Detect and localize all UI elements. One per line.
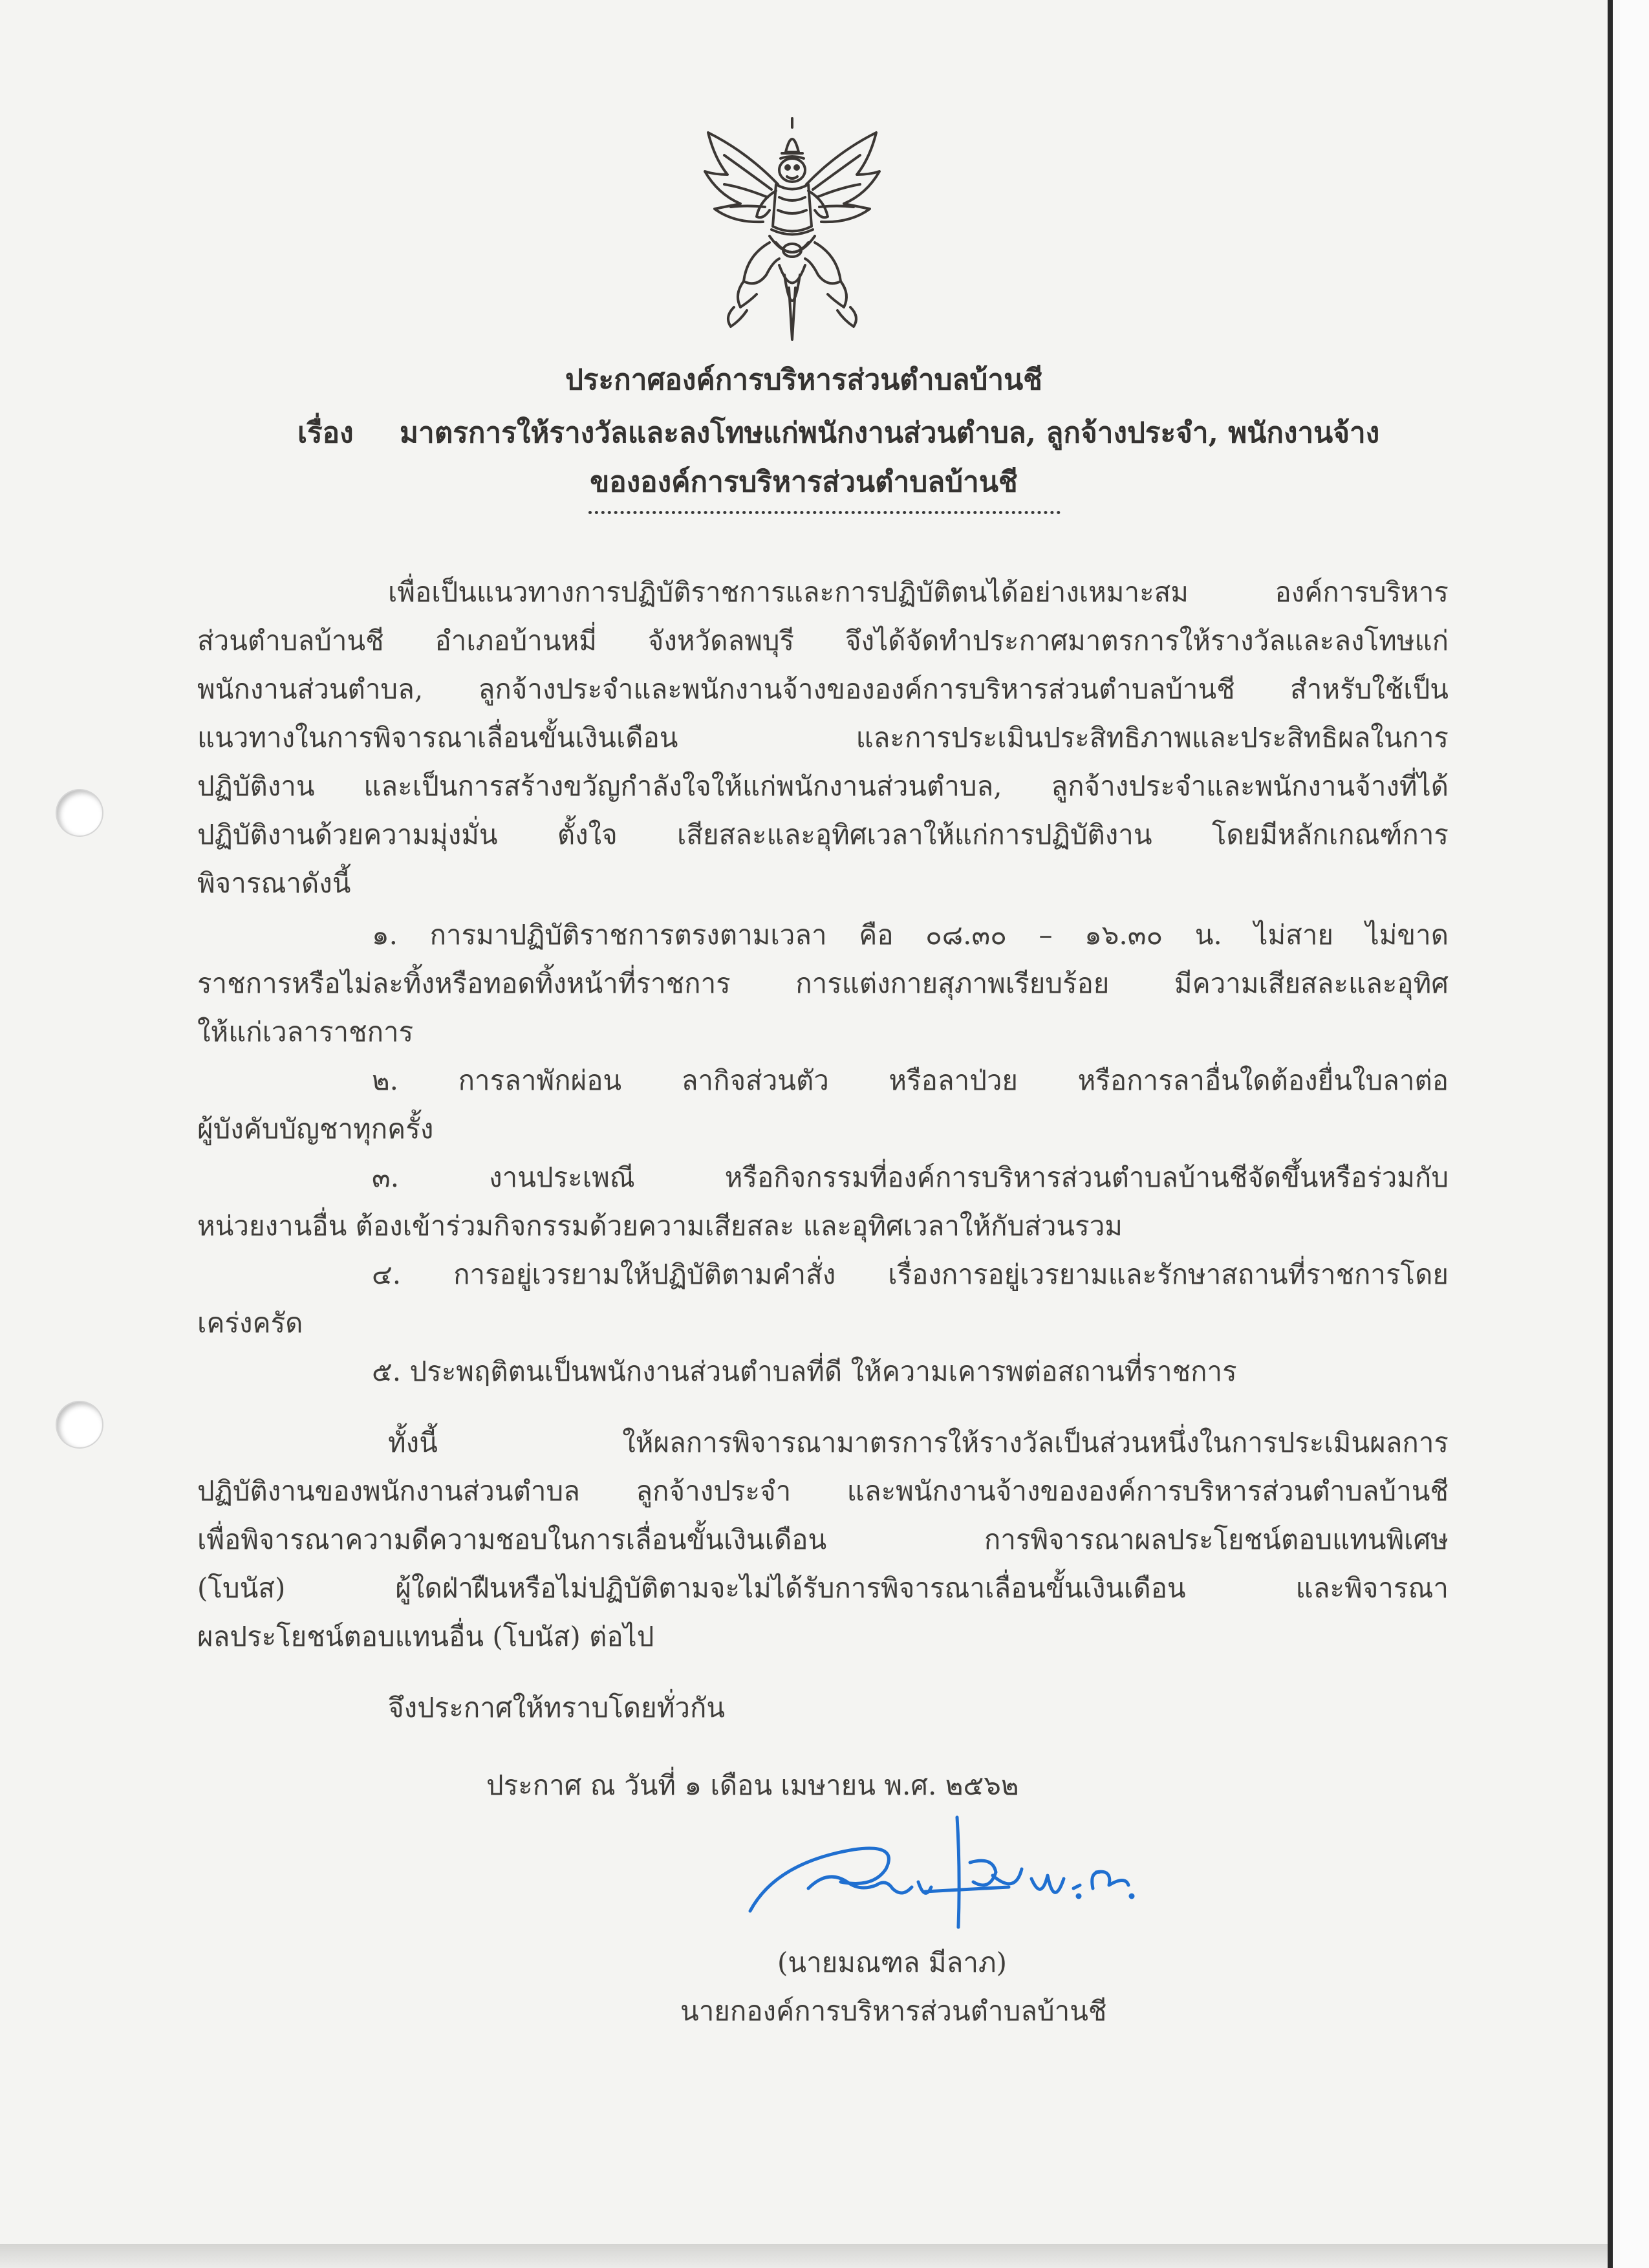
- handwritten-signature: [737, 1811, 1177, 1960]
- subject-label: เรื่อง: [297, 416, 354, 449]
- intro-line: ปฏิบัติงานด้วยความมุ่งมั่น ตั้งใจ เสียสละและอุทิศเวลาให้แก่การปฏิบัติงาน โดยมีหลักเกณฑ์การ: [197, 819, 1449, 850]
- item-line: ๑. การมาปฏิบัติราชการตรงตามเวลา คือ ๐๘.๓๐ – ๑๖.๓๐ น. ไม่สาย ไม่ขาด: [372, 919, 1449, 951]
- garuda-emblem: [695, 113, 889, 346]
- closing-line: ทั้งนี้ ให้ผลการพิจารณามาตรการให้รางวัลเป็นส่วนหนึ่งในการประเมินผลการ: [388, 1427, 1449, 1458]
- closing-line: (โบนัส) ผู้ใดฝ่าฝืนหรือไม่ปฏิบัติตามจะไม่ได้รับการพิจารณาเลื่อนขั้นเงินเดือน และพิจารณา: [197, 1572, 1449, 1604]
- item-line: ๔. การอยู่เวรยามให้ปฏิบัติตามคำสั่ง เรื่องการอยู่เวรยามและรักษาสถานที่ราชการโดย: [372, 1258, 1449, 1290]
- intro-line: ปฏิบัติงาน และเป็นการสร้างขวัญกำลังใจให้แก่พนักงานส่วนตำบล, ลูกจ้างประจำและพนักงานจ้างที่ได้: [197, 770, 1449, 802]
- intro-line: พิจารณาดังนี้: [197, 867, 351, 899]
- separator-dotted-line: [588, 511, 1061, 514]
- item-line: ให้แก่เวลาราชการ: [197, 1016, 414, 1048]
- closing-line: เพื่อพิจารณาความดีความชอบในการเลื่อนขั้นเงินเดือน การพิจารณาผลประโยชน์ตอบแทนพิเศษ: [197, 1524, 1449, 1555]
- item-line: ๓. งานประเพณี หรือกิจกรรมที่องค์การบริหารส่วนตำบลบ้านชีจัดขึ้นหรือร่วมกับ: [372, 1161, 1449, 1193]
- announcement-date: ประกาศ ณ วันที่ ๑ เดือน เมษายน พ.ศ. ๒๕๖๒: [486, 1769, 1019, 1801]
- scan-margin: [1613, 0, 1649, 2268]
- item-line: เคร่งครัด: [197, 1307, 303, 1339]
- item-line: หน่วยงานอื่น ต้องเข้าร่วมกิจกรรมด้วยความเสียสละ และอุทิศเวลาให้กับส่วนรวม: [197, 1210, 1123, 1242]
- scan-bottom-edge: [0, 2244, 1608, 2268]
- punch-hole-upper: [57, 790, 102, 836]
- item-line: ราชการหรือไม่ละทิ้งหรือทอดทิ้งหน้าที่ราชการ การแต่งกายสุภาพเรียบร้อย มีความเสียสละและอุทิศ: [197, 967, 1449, 999]
- signer-name: (นายมณฑล มีลาภ): [777, 1947, 1007, 1978]
- item-line: ๕. ประพฤติตนเป็นพนักงานส่วนตำบลที่ดี ให้ความเคารพต่อสถานที่ราชการ: [372, 1355, 1237, 1387]
- signer-title: นายกองค์การบริหารส่วนตำบลบ้านชี: [680, 1995, 1107, 2027]
- subject-continuation: ขององค์การบริหารส่วนตำบลบ้านชี: [590, 466, 1018, 499]
- item-line: ผู้บังคับบัญชาทุกครั้ง: [197, 1113, 434, 1145]
- announcement-title: ประกาศองค์การบริหารส่วนตำบลบ้านชี: [565, 363, 1043, 396]
- announcement-notice: จึงประกาศให้ทราบโดยทั่วกัน: [388, 1692, 726, 1723]
- scan-edge-dark: [1608, 0, 1613, 2268]
- item-line: ๒. การลาพักผ่อน ลากิจส่วนตัว หรือลาป่วย หรือการลาอื่นใดต้องยื่นใบลาต่อ: [372, 1064, 1449, 1096]
- intro-line: ส่วนตำบลบ้านชี อำเภอบ้านหมี่ จังหวัดลพบุรี จึงได้จัดทำประกาศมาตรการให้รางวัลและลงโทษแก่: [197, 625, 1449, 656]
- intro-line: เพื่อเป็นแนวทางการปฏิบัติราชการและการปฏิบัติตนได้อย่างเหมาะสม องค์การบริหาร: [388, 576, 1449, 608]
- intro-line: แนวทางในการพิจารณาเลื่อนขั้นเงินเดือน และการประเมินประสิทธิภาพและประสิทธิผลในการ: [197, 722, 1449, 753]
- closing-line: ปฏิบัติงานของพนักงานส่วนตำบล ลูกจ้างประจำ และพนักงานจ้างขององค์การบริหารส่วนตำบลบ้านชี: [197, 1475, 1449, 1507]
- closing-line: ผลประโยชน์ตอบแทนอื่น (โบนัส) ต่อไป: [197, 1621, 654, 1652]
- punch-hole-lower: [57, 1402, 102, 1447]
- intro-line: พนักงานส่วนตำบล, ลูกจ้างประจำและพนักงานจ้างขององค์การบริหารส่วนตำบลบ้านชี สำหรับใช้เป็น: [197, 673, 1449, 705]
- subject-line: มาตรการให้รางวัลและลงโทษแก่พนักงานส่วนตำบล, ลูกจ้างประจำ, พนักงานจ้าง: [400, 416, 1380, 449]
